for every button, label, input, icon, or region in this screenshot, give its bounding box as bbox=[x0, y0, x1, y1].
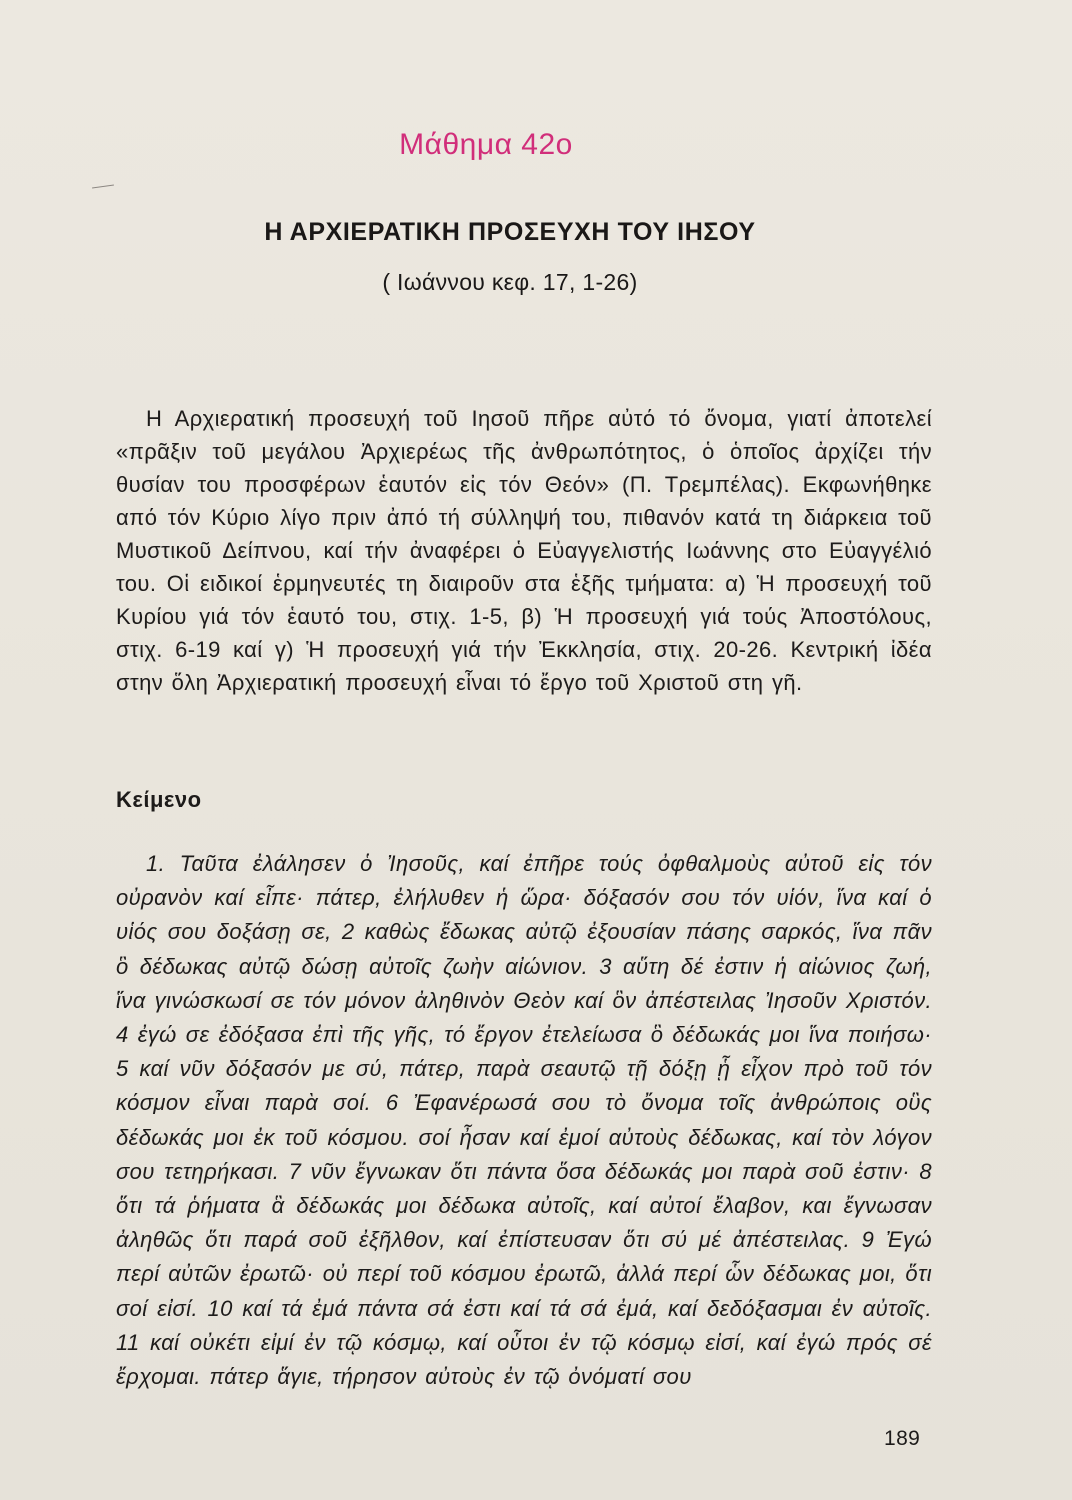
section-heading: Κείμενο bbox=[116, 787, 202, 812]
scripture-reference: ( Ιωάννου κεφ. 17, 1-26) bbox=[382, 269, 638, 295]
scripture-text: 1. Ταῦτα ἐλάλησεν ὁ Ἰησοῦς, καί ἐπῆρε τούς ὀφθαλμοὺς αὐτοῦ εἰς τόν οὐρανὸν καί εἶπε· πάτερ, ἐλήλυθεν ἡ ὥρα· δόξασόν σου τόν υἱόν, ἵνα καί ὁ υἱός σου δοξάσῃ σε, 2 καθὼς ἔδωκας αὐτῷ ἐξουσίαν πάσης σαρκός, ἵνα πᾶν ὃ δέδωκας αὐτῷ δώσῃ αὐτοῖς ζωὴν αἰώνιον. 3 αὕτη δέ ἐστιν ἡ αἰώνιος ζωή, ἵνα γινώσκωσί σε τόν μόνον ἀληθινὸν Θεὸν καί ὃν ἀπέστειλας Ἰησοῦν Χριστόν. 4 ἐγώ σε ἐδόξασα ἐπὶ τῆς γῆς, τό ἔργον ἐτελείωσα ὃ δέδωκάς μοι ἵνα ποιήσω· 5 καί νῦν δόξασόν με σύ, πάτερ, παρὰ σεαυτῷ τῇ δόξῃ ᾗ εἶχον πρὸ τοῦ τόν κόσμον εἶναι παρὰ σοί. 6 Ἐφανέρωσά σου τὸ ὄνομα τοῖς ἀνθρώποις οὓς δέδωκάς μοι ἐκ τοῦ κόσμου. σοί ἦσαν καί ἐμοί αὐτοὺς δέδωκας, καί τὸν λόγον σου τετηρήκασι. 7 νῦν ἔγνωκαν ὅτι πάντα ὅσα δέδωκάς μοι παρὰ σοῦ ἐστιν· 8 ὅτι τά ῥήματα ἃ δέδωκάς μοι δέδωκα αὐτοῖς, καί αὐτοί ἔλαβον, και ἔγνωσαν ἀληθῶς ὅτι παρά σοῦ ἐξῆλθον, καί ἐπίστευσαν ὅτι σύ μέ ἀπέστειλας. 9 Ἐγώ περί αὐτῶν ἐρωτῶ· οὐ περί τοῦ κόσμου ἐρωτῶ, ἀλλά περί ὧν δέδωκας μοι, ὅτι σοί εἰσί. 10 καί τά ἐμά πάντα σά ἐστι καί τά σά ἐμά, καί δεδόξασμαι ἐν αὐτοῖς. 11 καί οὐκέτι εἰμί ἐν τῷ κόσμῳ, καί οὗτοι ἐν τῷ κόσμῳ εἰσί, καί ἐγώ πρός σέ ἔρχομαι. πάτερ ἅγιε, τήρησον αὐτοὺς ἐν τῷ ὀνόματί σου bbox=[116, 851, 932, 1390]
lesson-title: Μάθημα 42ο bbox=[399, 128, 573, 161]
margin-mark bbox=[92, 184, 114, 188]
chapter-title: Η ΑΡΧΙΕΡΑΤΙΚΗ ΠΡΟΣΕΥΧΗ ΤΟΥ ΙΗΣΟΥ bbox=[264, 218, 756, 246]
intro-paragraph: Η Αρχιερατική προσευχή τοῦ Ιησοῦ πῆρε αὐτό τό ὄνομα, γιατί ἀποτελεί «πρᾶξιν τοῦ μεγάλου Ἀρχιερέως τῆς ἀνθρωπότητος, ὁ ὁποῖος ἀρχίζει τήν θυσίαν του προσφέρων ἑαυτόν εἰς τόν Θεόν» (Π. Τρεμπέλας). Εκφωνήθηκε από τόν Κύριο λίγο πριν ἀπό τή σύλληψή του, πιθανόν κατά τη διάρκεια τοῦ Μυστικοῦ Δείπνου, καί τήν ἀναφέρει ὁ Εὐαγγελιστής Ιωάννης στο Εὐαγγέλιό του. Οἱ ειδικοί ἑρμηνευτές τη διαιροῦν στα ἑξῆς τμήματα: α) Ἡ προσευχή τοῦ Κυρίου γιά τόν ἑαυτό του, στιχ. 1-5, β) Ἡ προσευχή γιά τούς Ἀποστόλους, στιχ. 6-19 καί γ) Ἡ προσευχή γιά τήν Ἐκκλησία, στιχ. 20-26. Κεντρική ἰδέα στην ὅλη Ἀρχιερατική προσευχή εἶναι τό ἔργο τοῦ Χριστοῦ στη γῆ. bbox=[116, 406, 932, 695]
page-number: 189 bbox=[884, 1427, 921, 1450]
